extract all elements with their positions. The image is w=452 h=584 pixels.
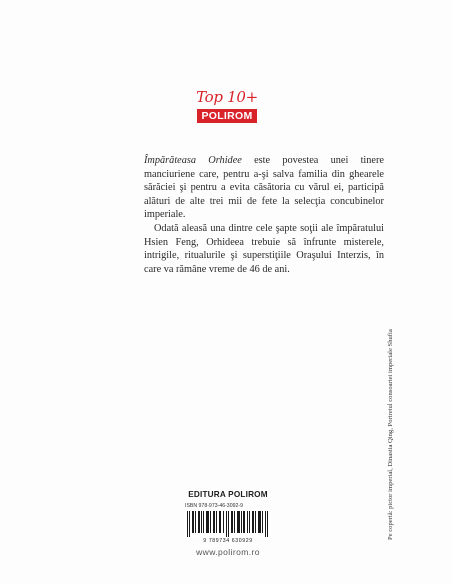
- blurb-paragraph-1: [144, 154, 384, 222]
- publisher-block: [178, 490, 278, 557]
- series-script-title: Top 10+: [196, 88, 258, 106]
- blurb-paragraph-1-text: este povestea unei tinere manciuriene care, pentru a-şi salva familia din ghearele sărăciei şi pentru a evita căsătoria cu vărul ei, participă alături de alte trei mii de fete la selecţia concubinelor imperiale.: [144, 155, 385, 221]
- series-logo: [196, 88, 258, 124]
- barcode-digits: 9 789734 630929: [203, 538, 253, 544]
- book-blurb: [144, 154, 384, 276]
- publisher-website[interactable]: www.polirom.ro: [196, 547, 260, 557]
- series-publisher-badge: POLIROM: [197, 109, 256, 123]
- book-title: Împărăteasa Orhidee: [144, 155, 242, 166]
- publisher-name: EDITURA POLIROM: [188, 490, 268, 499]
- barcode-bars: [185, 511, 271, 537]
- isbn: ISBN 978-973-46-3092-9: [185, 503, 243, 509]
- barcode: [185, 511, 271, 537]
- blurb-paragraph-2: Odată aleasă una dintre cele şapte soţii ale împăratului Hsien Feng, Orhideea trebuie să înfrunte misterele, intrigile, ritualurile şi superstiţiile Oraşului Interzis, în care va rămâne vreme de 46 de ani.: [144, 222, 384, 275]
- cover-credit: Pe copertă: pictor imperial, Dinastia Qing, Portretul consoartei imperiale Shufia: [387, 329, 394, 540]
